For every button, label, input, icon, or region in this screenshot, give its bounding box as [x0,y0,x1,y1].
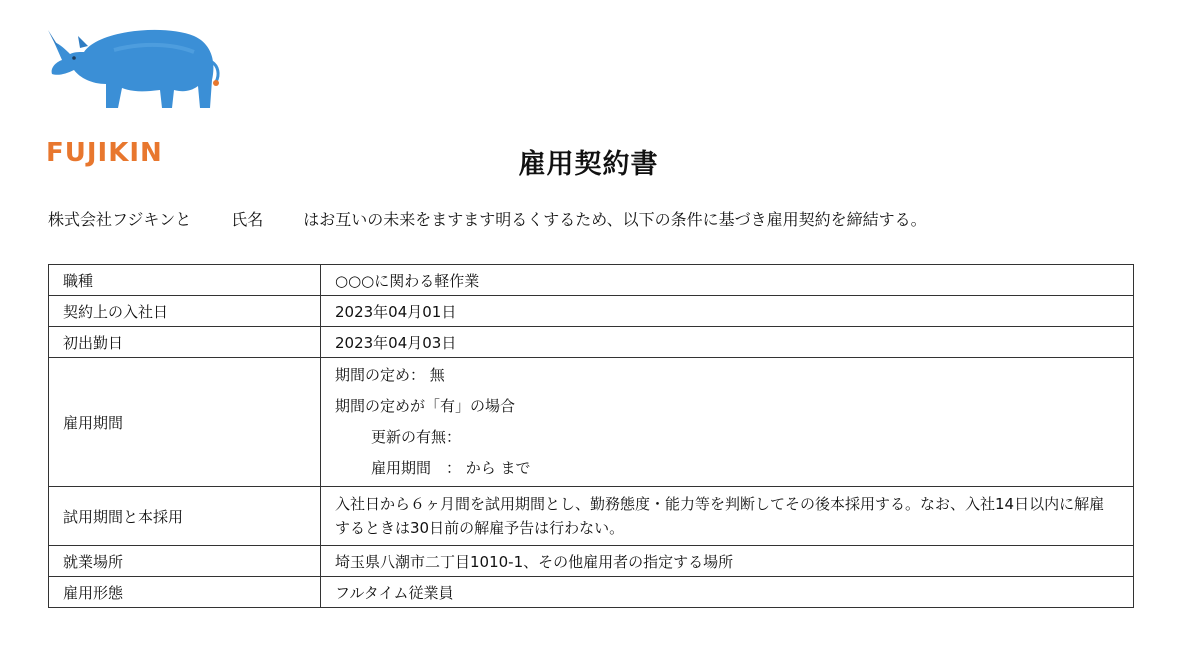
intro-company: 株式会社フジキンと [48,210,192,229]
period-range: 雇用期間 ： から まで [371,459,531,477]
row-value-workplace: 埼玉県八潮市二丁目1010-1、その他雇用者の指定する場所 [321,546,1134,577]
row-label-trial: 試用期間と本採用 [49,487,321,546]
period-if-fixed: 期間の定めが「有」の場合 [335,397,516,415]
document-title: 雇用契約書 [518,149,659,180]
logo-wordmark: FUJIKIN [46,138,163,168]
row-label-workplace: 就業場所 [49,546,321,577]
table-row [49,487,1134,546]
table-row [49,577,1134,608]
row-label-employment-type: 雇用形態 [49,577,321,608]
row-value-job: ○○○に関わる軽作業 [321,265,1134,296]
table-row [49,296,1134,327]
row-value-contract-start: 2023年04月01日 [321,296,1134,327]
period-renewal: 更新の有無： [371,428,462,446]
row-label-first-day: 初出勤日 [49,327,321,358]
intro-text: はお互いの未来をますます明るくするため、以下の条件に基づき雇用契約を締結する。 [303,210,927,229]
trial-text: 入社日から６ヶ月間を試用期間とし、勤務態度・能力等を判断してその後本採用する。なお、入社14日以内に解雇するときは30日前の解雇予告は行わない。 [335,495,1105,537]
row-label-job: 職種 [49,265,321,296]
row-value-first-day: 2023年04月03日 [321,327,1134,358]
row-value-trial [321,487,1134,546]
intro-sentence [48,207,927,230]
company-logo [44,22,224,168]
row-label-employment-period: 雇用期間 [49,358,321,487]
table-row [49,327,1134,358]
row-value-employment-period [321,358,1134,487]
rhino-icon [44,22,224,122]
row-value-employment-type: フルタイム従業員 [321,577,1134,608]
contract-table [48,264,1134,608]
table-row [49,265,1134,296]
intro-name-label: 氏名 [231,210,264,229]
period-fixed-term: 期間の定め： 無 [335,366,445,384]
row-label-contract-start: 契約上の入社日 [49,296,321,327]
table-row [49,358,1134,487]
table-row [49,546,1134,577]
